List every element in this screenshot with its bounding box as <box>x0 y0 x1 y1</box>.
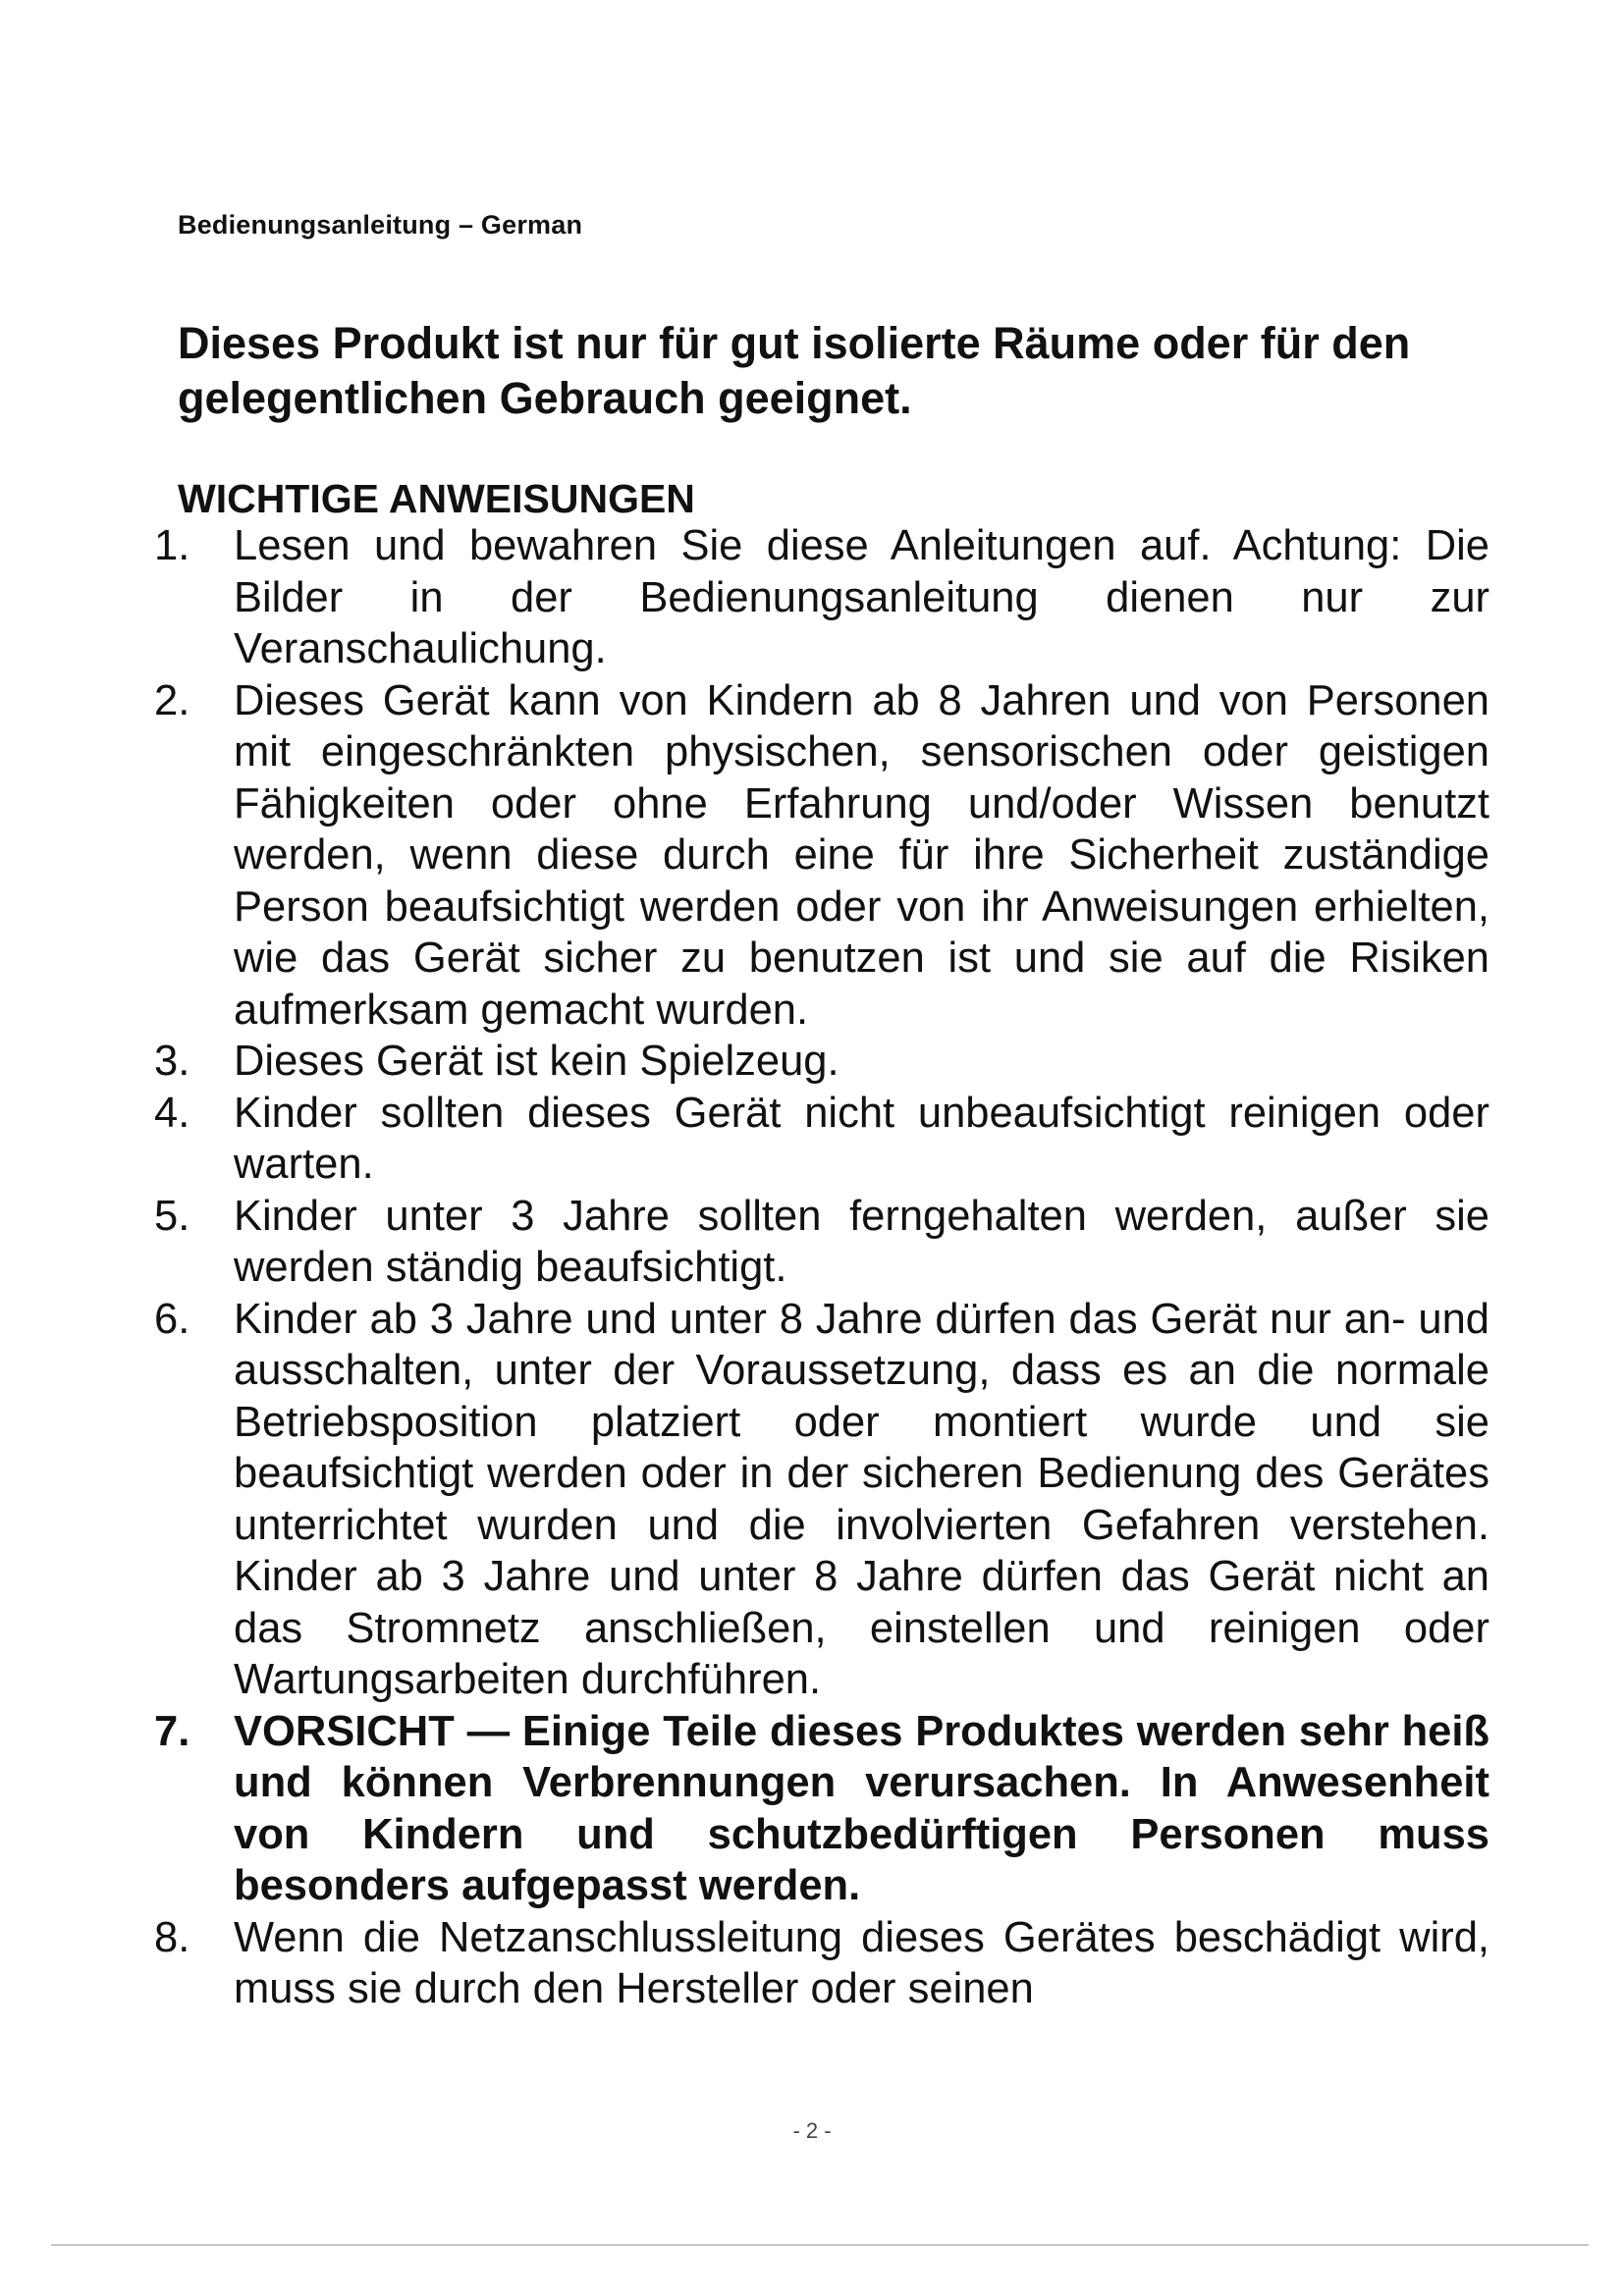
instruction-list <box>154 520 1489 2015</box>
instruction-text: Dieses Gerät ist kein Spielzeug. <box>234 1038 839 1085</box>
instruction-item-6 <box>154 1294 1489 1706</box>
instruction-item-3 <box>154 1036 1489 1088</box>
instruction-item-5 <box>154 1191 1489 1294</box>
instruction-item-2 <box>154 675 1489 1037</box>
instruction-item-4 <box>154 1088 1489 1191</box>
instruction-text: Lesen und bewahren Sie diese Anleitungen auf. Achtung: Die Bilder in der Bedienungsanleitung dienen nur zur Veranschaulichung. <box>234 522 1489 672</box>
instruction-number: 8. <box>154 1913 190 1961</box>
instruction-item-1 <box>154 520 1489 675</box>
section-title: WICHTIGE ANWEISUNGEN <box>178 476 695 521</box>
instruction-number: 4. <box>154 1089 190 1137</box>
page-number: - 2 - <box>792 2118 832 2143</box>
instruction-number: 1. <box>154 522 190 569</box>
document-header: Bedienungsanleitung – German <box>178 210 583 240</box>
instruction-text: Dieses Gerät kann von Kindern ab 8 Jahren und von Personen mit eingeschränkten physischen, sensorischen oder geistigen Fähigkeiten oder ohne Erfahrung und/oder Wissen benutzt werden, wenn diese durch eine für ihre Sicherheit zuständige Person beaufsichtigt werden oder von ihr Anweisungen erhielten, wie das Gerät sicher zu benutzen ist und sie auf die Risiken aufmerksam gemacht wurden. <box>234 676 1489 1034</box>
instruction-item-7-warning <box>154 1706 1489 1912</box>
instruction-text: Kinder sollten dieses Gerät nicht unbeaufsichtigt reinigen oder warten. <box>234 1089 1489 1188</box>
instruction-item-8 <box>154 1912 1489 2015</box>
instruction-text: Wenn die Netzanschlussleitung dieses Gerätes beschädigt wird, muss sie durch den Hersteller oder seinen <box>234 1913 1489 2012</box>
instruction-text: VORSICHT — Einige Teile dieses Produktes werden sehr heiß und können Verbrennungen verursachen. In Anwesenheit von Kindern und schutzbedürftigen Personen muss besonders aufgepasst werden. <box>234 1707 1489 1909</box>
instruction-text: Kinder unter 3 Jahre sollten ferngehalten werden, außer sie werden ständig beaufsichtigt. <box>234 1192 1489 1291</box>
intro-statement: Dieses Produkt ist nur für gut isolierte Räume oder für den gelegentlichen Gebrauch geeignet. <box>178 318 1411 423</box>
instruction-text: Kinder ab 3 Jahre und unter 8 Jahre dürfen das Gerät nur an- und ausschalten, unter der Voraussetzung, dass es an die normale Betriebsposition platziert oder montiert wurde und sie beaufsichtigt werden oder in der sicheren Bedienung des Gerätes unterrichtet wurden und die involvierten Gefahren verstehen. Kinder ab 3 Jahre und unter 8 Jahre dürfen das Gerät nicht an das Stromnetz anschließen, einstellen und reinigen oder Wartungsarbeiten durchführen. <box>234 1295 1489 1703</box>
footer-divider <box>51 2244 1589 2246</box>
instruction-number: 2. <box>154 676 190 724</box>
instruction-number: 7. <box>154 1707 190 1755</box>
instruction-number: 3. <box>154 1038 190 1085</box>
instruction-number: 5. <box>154 1192 190 1240</box>
instruction-number: 6. <box>154 1295 190 1343</box>
